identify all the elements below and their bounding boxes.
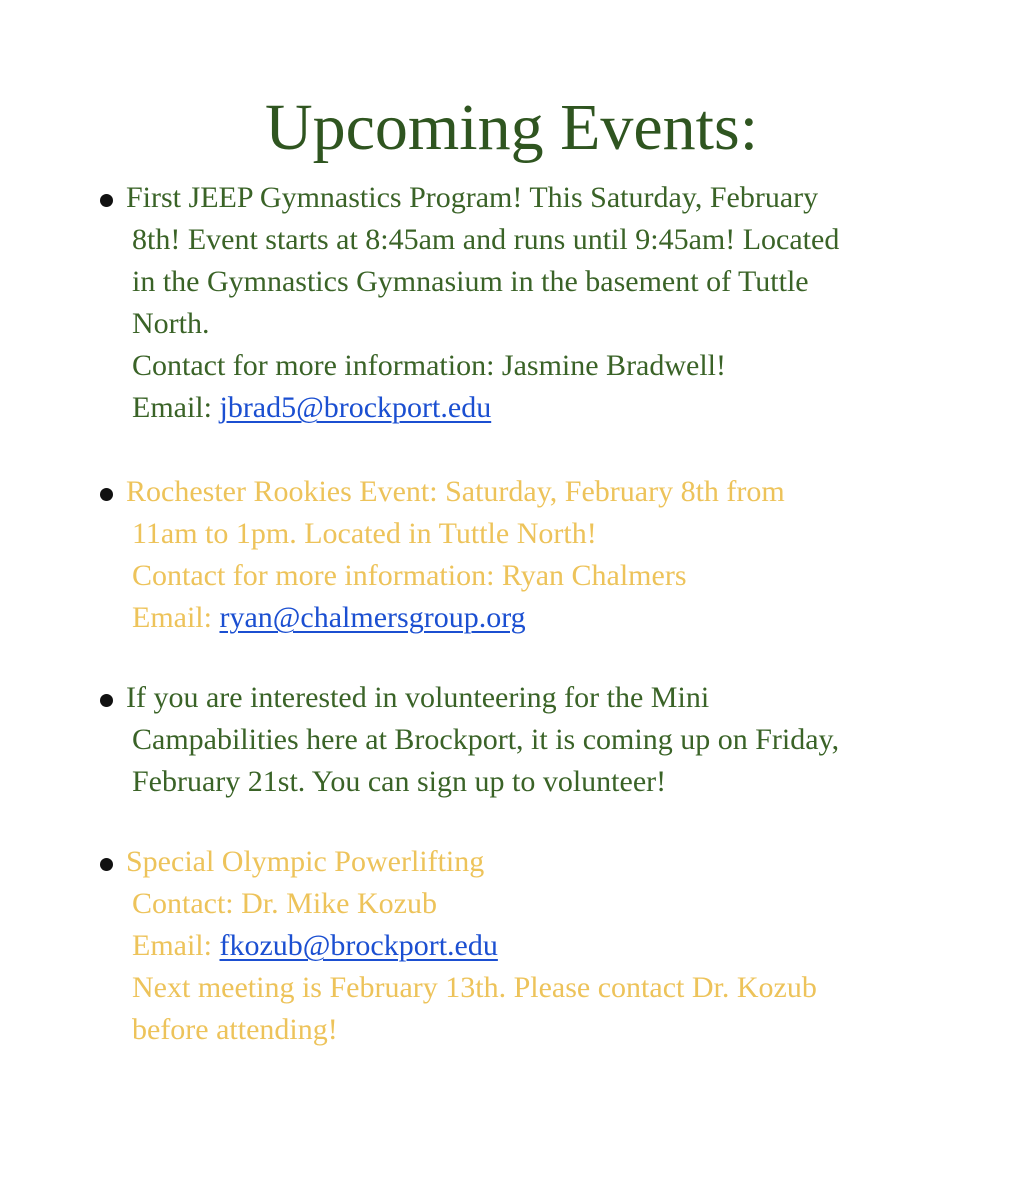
contact-line: Contact: Dr. Mike Kozub [132, 887, 437, 920]
event-line: Next meeting is February 13th. Please contact Dr. Kozub [132, 971, 817, 1004]
event-line: If you are interested in volunteering for the Mini [126, 681, 710, 714]
bullet-icon [100, 694, 113, 707]
event-line: North. [132, 307, 210, 340]
event-line: First JEEP Gymnastics Program! This Saturday, February [126, 181, 819, 214]
bullet-icon [100, 858, 113, 871]
event-line: 11am to 1pm. Located in Tuttle North! [132, 517, 597, 550]
event-item-gymnastics [96, 177, 839, 429]
event-line: 8th! Event starts at 8:45am and runs until 9:45am! Located [132, 223, 840, 256]
contact-line: Contact for more information: Ryan Chalmers [132, 559, 687, 592]
event-line: February 21st. You can sign up to volunteer! [132, 765, 667, 798]
email-line [132, 597, 785, 639]
event-item-rochester-rookies [96, 471, 785, 639]
event-line: Campabilities here at Brockport, it is coming up on Friday, [132, 723, 840, 756]
event-item-mini-campabilities [96, 677, 839, 803]
event-item-powerlifting [96, 841, 817, 1051]
bullet-icon [100, 488, 113, 501]
email-link-fkozub[interactable]: fkozub@brockport.edu [219, 929, 498, 962]
bullet-icon [100, 194, 113, 207]
event-line: before attending! [132, 1013, 338, 1046]
email-line [132, 387, 839, 429]
contact-line: Contact for more information: Jasmine Bradwell! [132, 349, 727, 382]
page-title: Upcoming Events: [264, 91, 759, 164]
email-label: Email: [132, 391, 220, 424]
email-label: Email: [132, 601, 220, 634]
event-line: in the Gymnastics Gymnasium in the basement of Tuttle [132, 265, 809, 298]
event-line: Special Olympic Powerlifting [126, 845, 485, 878]
email-link-jbrad5[interactable]: jbrad5@brockport.edu [219, 391, 492, 424]
email-link-ryan[interactable]: ryan@chalmersgroup.org [219, 601, 526, 634]
email-line [132, 925, 817, 967]
email-label: Email: [132, 929, 220, 962]
event-line: Rochester Rookies Event: Saturday, February 8th from [126, 475, 785, 508]
